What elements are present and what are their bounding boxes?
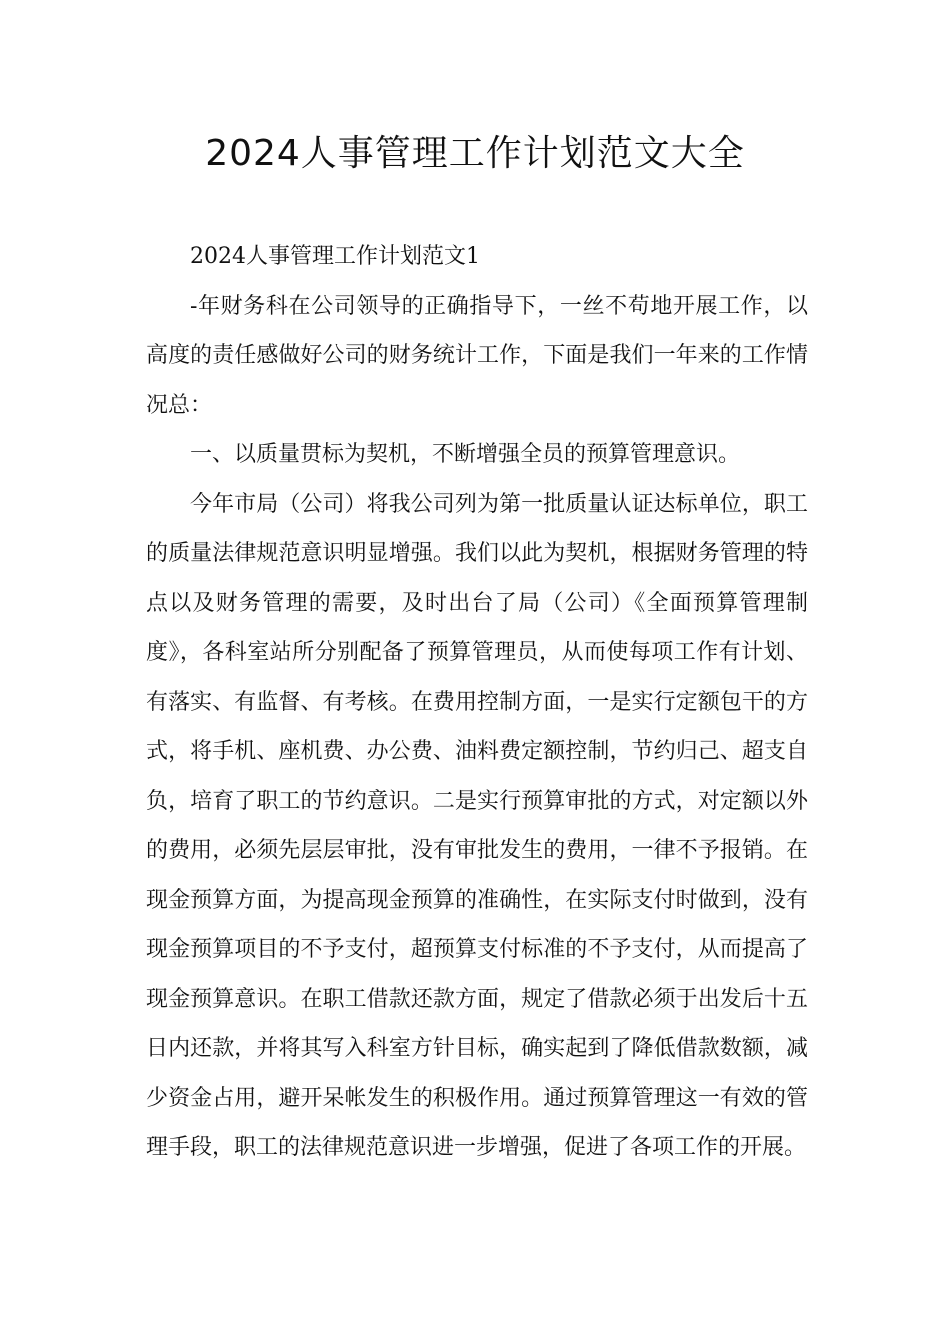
document-body xyxy=(146,232,808,1173)
section-heading: 2024人事管理工作计划范文1 xyxy=(190,244,480,269)
point-heading: 一、以质量贯标为契机，不断增强全员的预算管理意识。 xyxy=(190,442,741,467)
document-title: 2024人事管理工作计划范文大全 xyxy=(205,133,745,174)
body-paragraph: 今年市局（公司）将我公司列为第一批质量认证达标单位，职工的质量法律规范意识明显增强。我们以此为契机，根据财务管理的特点以及财务管理的需要，及时出台了局（公司）《全面预算管理制度》，各科室站所分别配备了预算管理员，从而使每项工作有计划、有落实、有监督、有考核。在费用控制方面，一是实行定额包干的方式，将手机、座机费、办公费、油料费定额控制，节约归己、超支自负，培育了职工的节约意识。二是实行预算审批的方式，对定额以外的费用，必须先层层审批，没有审批发生的费用，一律不予报销。在现金预算方面，为提高现金预算的准确性，在实际支付时做到，没有现金预算项目的不予支付，超预算支付标准的不予支付，从而提高了现金预算意识。在职工借款还款方面，规定了借款必须于出发后十五日内还款，并将其写入科室方针目标，确实起到了降低借款数额，减少资金占用，避开呆帐发生的积极作用。通过预算管理这一有效的管理手段，职工的法律规范意识进一步增强，促进了各项工作的开展。 xyxy=(146,491,808,1160)
intro-paragraph: -年财务科在公司领导的正确指导下，一丝不苟地开展工作，以高度的责任感做好公司的财务统计工作，下面是我们一年来的工作情况总： xyxy=(146,293,808,418)
